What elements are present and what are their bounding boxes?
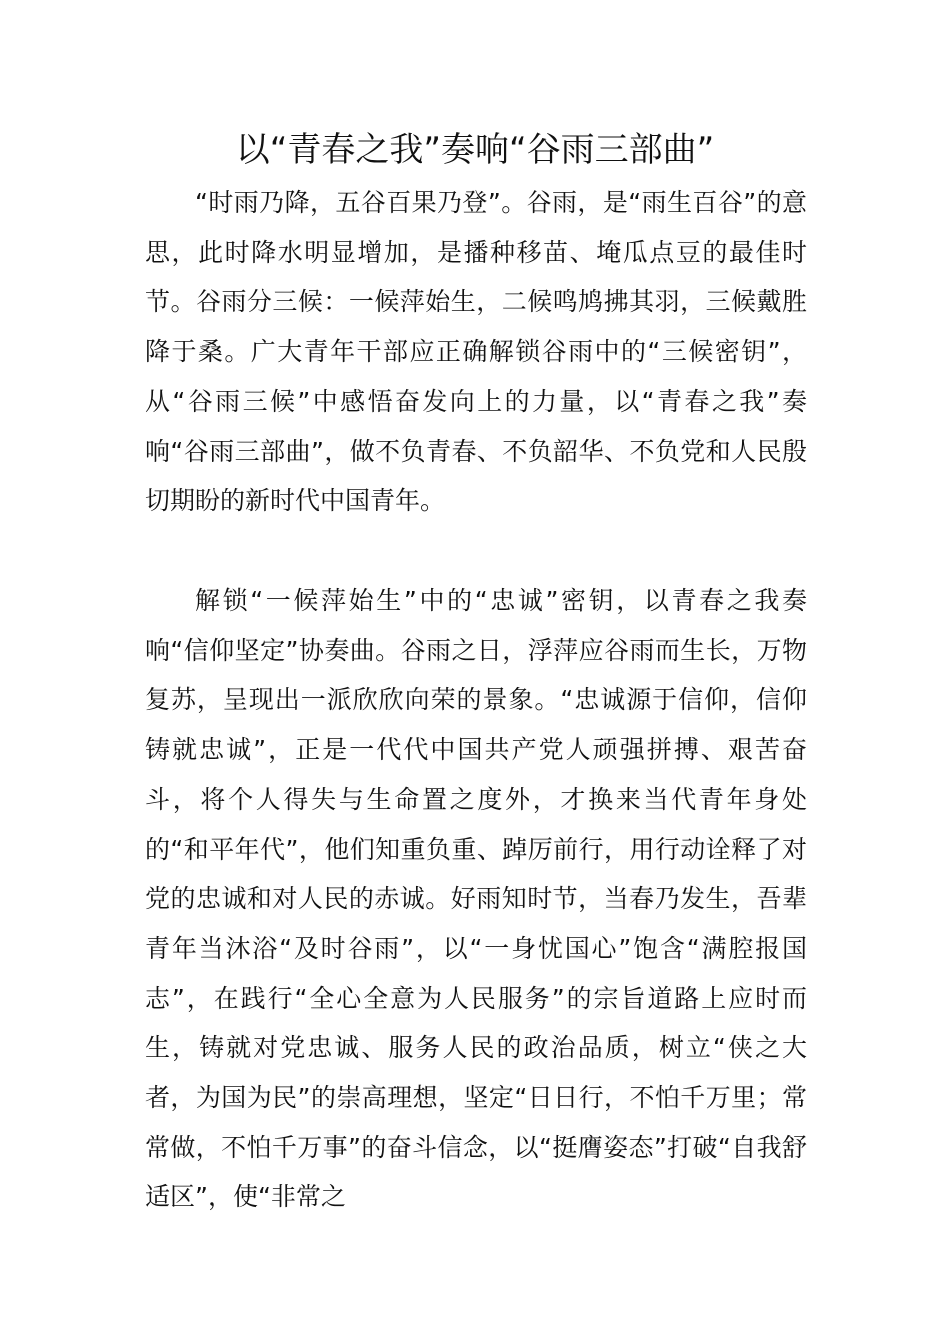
- paragraph-intro: “时雨乃降，五谷百果乃登”。谷雨，是“雨生百谷”的意思，此时降水明显增加，是播种移苗、埯瓜点豆的最佳时节。谷雨分三候：一候萍始生，二候鸣鸠拂其羽，三候戴胜降于桑。广大青年干部应正确解锁谷雨中的“三候密钥”，从“谷雨三候”中感悟奋发向上的力量，以“青春之我”奏响“谷雨三部曲”，做不负青春、不负韶华、不负党和人民殷切期盼的新时代中国青年。: [145, 188, 807, 516]
- document-title: 以“青春之我”奏响“谷雨三部曲”: [235, 130, 715, 170]
- paragraph-section-one: 解锁“一候萍始生”中的“忠诚”密钥，以青春之我奏响“信仰坚定”协奏曲。谷雨之日，浮萍应谷雨而生长，万物复苏，呈现出一派欣欣向荣的景象。“忠诚源于信仰，信仰铸就忠诚”，正是一代代中国共产党人顽强拼搏、艰苦奋斗，将个人得失与生命置之度外，才换来当代青年身处的“和平年代”，他们知重负重、踔厉前行，用行动诠释了对党的忠诚和对人民的赤诚。好雨知时节，当春乃发生，吾辈青年当沐浴“及时谷雨”，以“一身忧国心”饱含“满腔报国志”，在践行“全心全意为人民服务”的宗旨道路上应时而生，铸就对党忠诚、服务人民的政治品质，树立“侠之大者，为国为民”的崇高理想，坚定“日日行，不怕千万里；常常做，不怕千万事”的奋斗信念，以“挺膺姿态”打破“自我舒适区”，使“非常之: [145, 586, 807, 1212]
